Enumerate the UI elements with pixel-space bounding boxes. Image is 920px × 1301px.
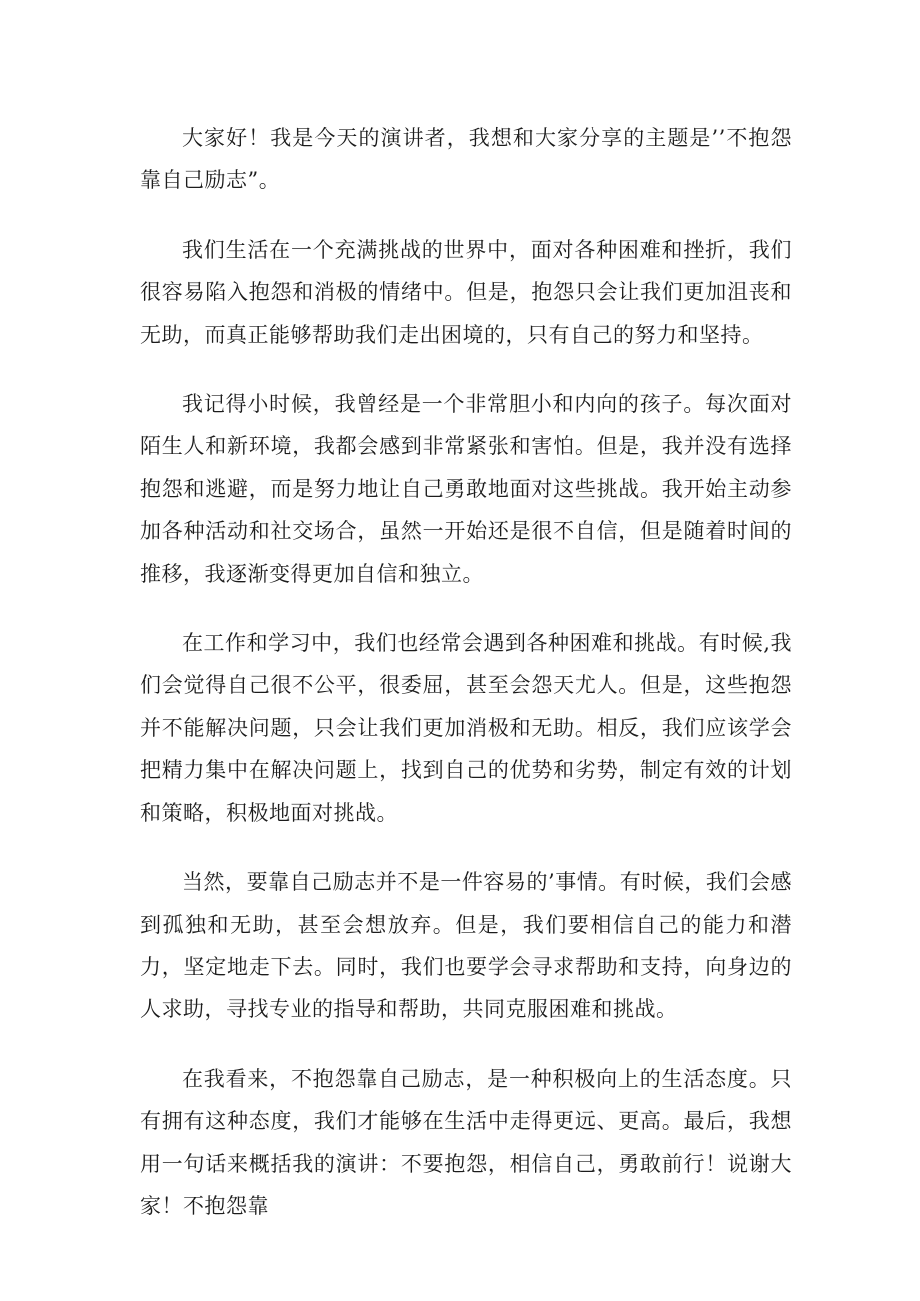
paragraph-5: 当然，要靠自己励志并不是一件容易的’事情。有时候，我们会感到孤独和无助，甚至会想放弃。但是，我们要相信自己的能力和潜力，坚定地走下去。同时，我们也要学会寻求帮助和支持，向身边的人求助，寻找专业的指导和帮助，共同克服困难和挑战。: [140, 870, 792, 1022]
paragraph-3: 我记得小时候，我曾经是一个非常胆小和内向的孩子。每次面对陌生人和新环境，我都会感到非常紧张和害怕。但是，我并没有选择抱怨和逃避，而是努力地让自己勇敢地面对这些挑战。我开始主动参加各种活动和社交场合，虽然一开始还是很不自信，但是随着时间的推移，我逐渐变得更加自信和独立。: [140, 392, 792, 586]
paragraph-6: 在我看来，不抱怨靠自己励志，是一种积极向上的生活态度。只有拥有这种态度，我们才能够在生活中走得更远、更高。最后，我想用一句话来概括我的演讲：不要抱怨，相信自己，勇敢前行！说谢大家！不抱怨靠: [140, 1066, 792, 1218]
paragraph-1: 大家好！我是今天的演讲者，我想和大家分享的主题是’’不抱怨靠自己励志”。: [140, 126, 792, 193]
paragraph-2: 我们生活在一个充满挑战的世界中，面对各种困难和挫折，我们很容易陷入抱怨和消极的情绪中。但是，抱怨只会让我们更加沮丧和无助，而真正能够帮助我们走出困境的，只有自己的努力和坚持。: [140, 237, 792, 347]
document-body: [140, 117, 792, 1254]
paragraph-4: 在工作和学习中，我们也经常会遇到各种困难和挑战。有时候,我们会觉得自己很不公平，很委屈，甚至会怨天尤人。但是，这些抱怨并不能解决问题，只会让我们更加消极和无助。相反，我们应该学会把精力集中在解决问题上，找到自己的优势和劣势，制定有效的计划和策略，积极地面对挑战。: [140, 631, 792, 825]
